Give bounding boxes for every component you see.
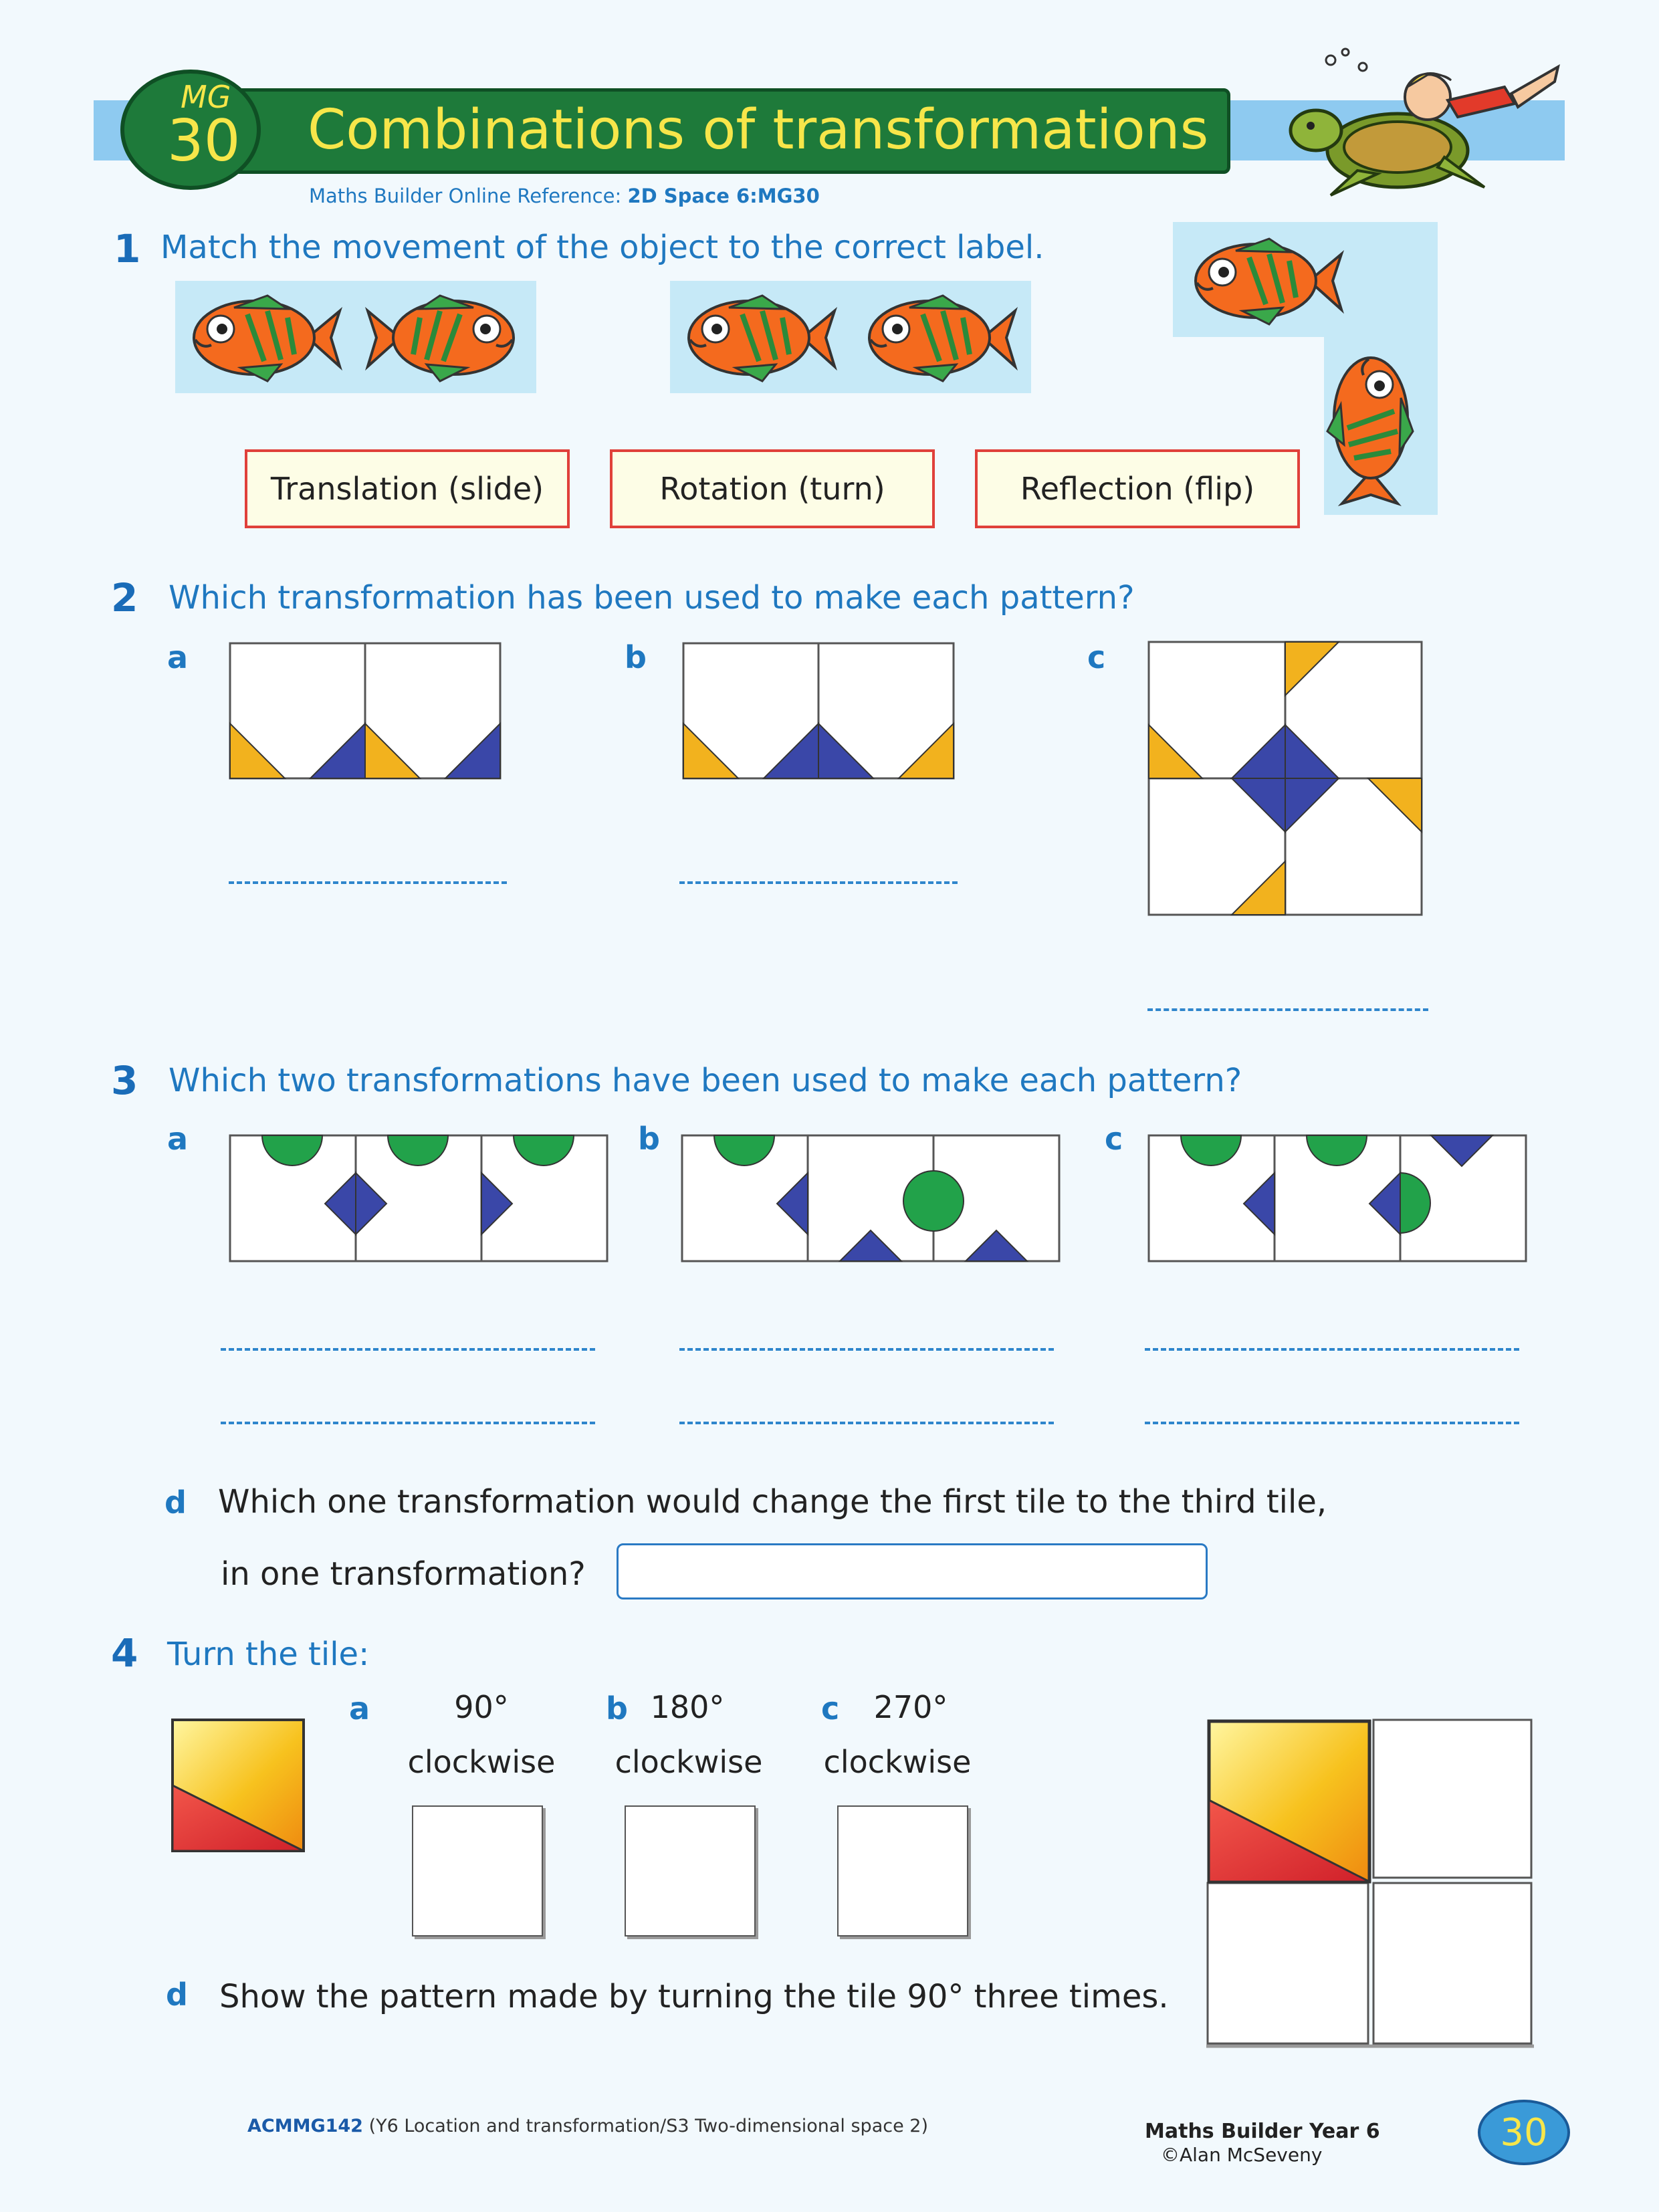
fish-icon — [1321, 344, 1421, 505]
fish-icon — [675, 288, 836, 388]
q3d-answer-box[interactable] — [617, 1543, 1208, 1599]
q3b-answer-line-2[interactable] — [679, 1422, 1054, 1424]
q4a-answer-tile[interactable] — [412, 1805, 543, 1937]
q4b-direction: clockwise — [615, 1744, 763, 1780]
q3-part-b: b — [638, 1121, 660, 1157]
reference-line — [309, 185, 820, 207]
q4-part-d: d — [166, 1977, 188, 2013]
footer-curriculum — [247, 2116, 928, 2136]
sample-tile — [171, 1719, 305, 1852]
fish-icon — [181, 288, 341, 388]
q4c-angle: 270° — [873, 1689, 948, 1725]
question-4-number: 4 — [111, 1630, 138, 1676]
q3c-pattern — [1147, 1134, 1527, 1264]
q4-part-c: c — [821, 1690, 840, 1727]
question-2-number: 2 — [111, 575, 138, 621]
q4-part-a: a — [349, 1690, 370, 1727]
footer-copyright: ©Alan McSeveny — [1161, 2144, 1323, 2166]
q4b-answer-tile[interactable] — [625, 1805, 756, 1937]
q4c-direction: clockwise — [823, 1744, 972, 1780]
question-3-text: Which two transformations have been used to make each pattern? — [169, 1062, 1242, 1099]
q3c-answer-line-1[interactable] — [1145, 1348, 1519, 1351]
q4-part-b: b — [606, 1690, 628, 1727]
q3a-pattern — [229, 1134, 609, 1264]
page-title: Combinations of transformations — [308, 98, 1209, 162]
q3-part-c: c — [1105, 1121, 1123, 1157]
q4c-answer-tile[interactable] — [837, 1805, 968, 1937]
badge-number: 30 — [167, 108, 241, 175]
q2c-pattern — [1147, 641, 1424, 917]
page-number-badge — [1478, 2100, 1570, 2165]
q3-part-d: d — [164, 1484, 187, 1521]
badge-code: MG — [181, 79, 231, 115]
q3d-text-line-1: Which one transformation would change the first tile to the third tile, — [218, 1483, 1327, 1521]
q2a-answer-line[interactable] — [229, 881, 507, 884]
footer-book-title: Maths Builder Year 6 — [1145, 2120, 1380, 2143]
q4d-pattern-grid — [1206, 1719, 1534, 2049]
q3b-answer-line-1[interactable] — [679, 1348, 1054, 1351]
question-1-number: 1 — [114, 226, 141, 271]
label-translation[interactable]: Translation (slide) — [245, 449, 570, 528]
q4d-text: Show the pattern made by turning the tile 90° three times. — [219, 1978, 1169, 2015]
q2-part-c: c — [1087, 639, 1106, 675]
label-rotation[interactable]: Rotation (turn) — [610, 449, 935, 528]
fish-icon — [366, 288, 527, 388]
question-2-text: Which transformation has been used to make each pattern? — [169, 579, 1135, 617]
q4a-angle: 90° — [454, 1689, 509, 1725]
q4a-direction: clockwise — [407, 1744, 556, 1780]
reference-prefix: Maths Builder Online Reference: — [309, 185, 622, 207]
q3-part-a: a — [167, 1121, 189, 1157]
q2a-pattern — [229, 642, 503, 782]
q2-part-b: b — [625, 639, 647, 675]
curriculum-detail: (Y6 Location and transformation/S3 Two-dimensional space 2) — [368, 2116, 928, 2136]
q3b-pattern — [681, 1134, 1061, 1264]
curriculum-code: ACMMG142 — [247, 2116, 363, 2136]
q3c-answer-line-2[interactable] — [1145, 1422, 1519, 1424]
question-3-number: 3 — [111, 1058, 138, 1103]
question-1-text: Match the movement of the object to the correct label. — [160, 229, 1044, 266]
fish-icon — [1182, 231, 1343, 331]
fish-icon — [856, 288, 1016, 388]
question-4-text: Turn the tile: — [167, 1636, 370, 1673]
q3a-answer-line-1[interactable] — [221, 1348, 595, 1351]
q2-part-a: a — [167, 639, 189, 675]
turtle-swimmer-illustration — [1284, 40, 1565, 201]
page-number: 30 — [1500, 2110, 1548, 2154]
q2b-answer-line[interactable] — [679, 881, 958, 884]
q2b-pattern — [682, 642, 956, 782]
q3a-answer-line-2[interactable] — [221, 1422, 595, 1424]
q4b-angle: 180° — [650, 1689, 725, 1725]
reference-value: 2D Space 6:MG30 — [627, 185, 820, 207]
q3d-text-line-2: in one transformation? — [221, 1555, 586, 1593]
q2c-answer-line[interactable] — [1147, 1008, 1428, 1011]
label-reflection[interactable]: Reflection (flip) — [975, 449, 1300, 528]
